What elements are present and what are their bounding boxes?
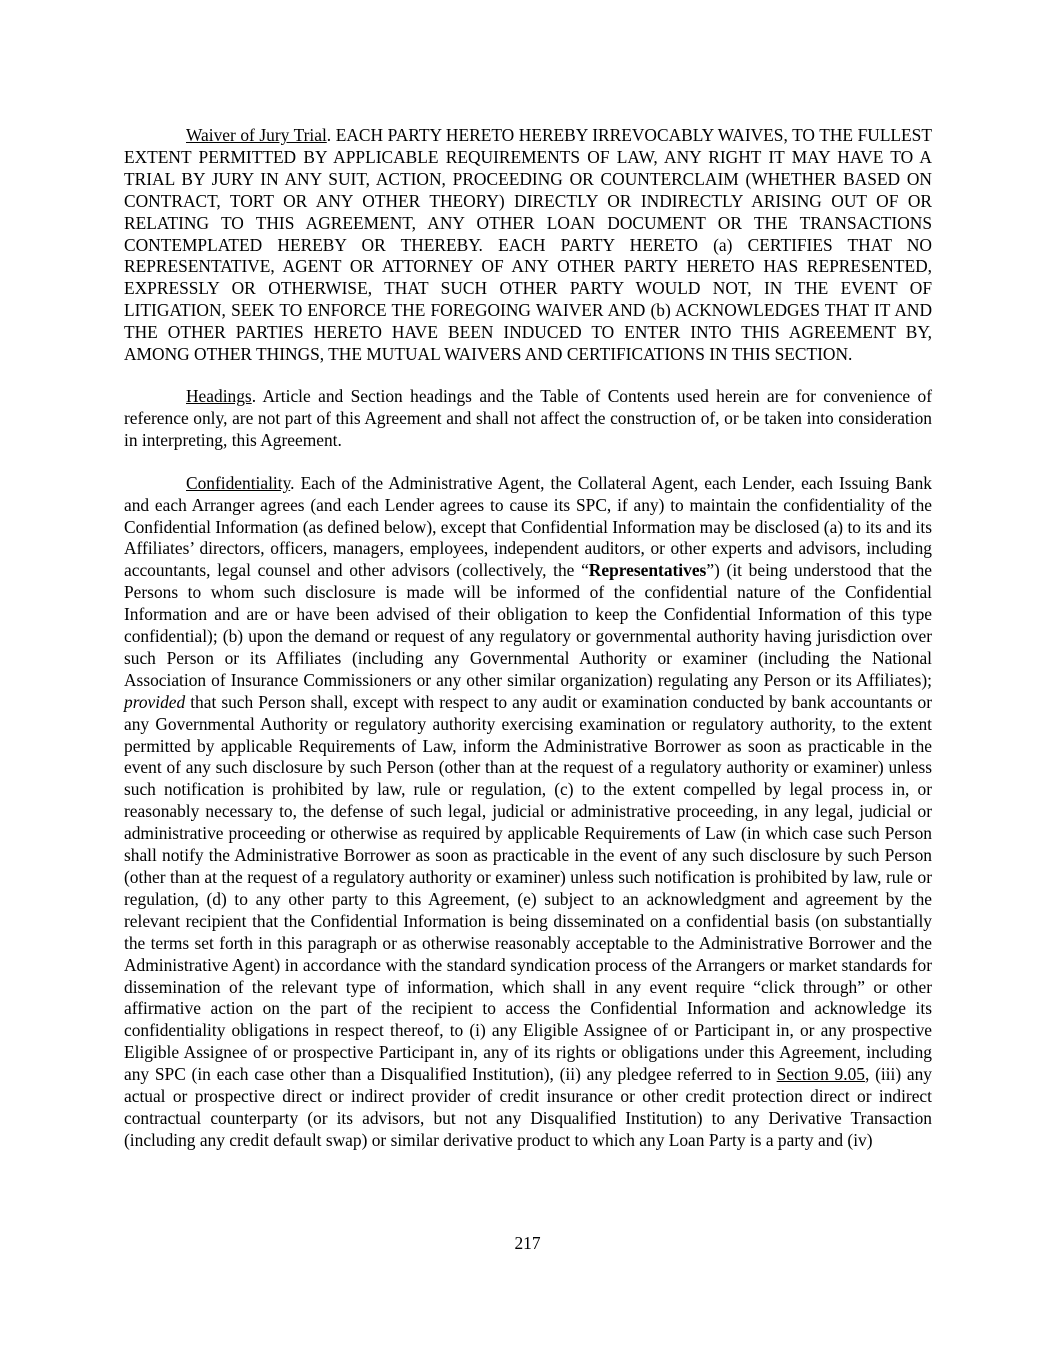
waiver-heading-separator: . (326, 125, 336, 145)
document-page (124, 125, 932, 1172)
confidentiality-text-part-2: ”) (it being understood that the Persons to whom such disclosure is made will be informed of the confidential nature of the Confidential Information and are or have been advised of their obligation to keep the Confidential Information of this type confidential); (b) upon the demand or request of any regulatory or governmental authority having jurisdiction over such Person or its Affiliates (including any Governmental Authority or examiner (including the National Association of Insurance Commissioners or any other similar organization) regulating any Person or its Affiliates); (124, 560, 932, 690)
headings-paragraph (124, 386, 932, 452)
confidentiality-text-part-1: Each of the Administrative Agent, the Collateral Agent, each Lender, each Issuing Bank and each Arranger agrees (and each Lender agrees to cause its SPC, if any) to maintain the confidentiality of the Confidential Information (as defined below), except that Confidential Information may be disclosed (a) to its and its Affiliates’ directors, officers, managers, employees, independent auditors, or other experts and advisors, including accountants, legal counsel and other advisors (collectively, the “ (124, 472, 932, 581)
section-reference: Section 9.05 (776, 1064, 865, 1085)
defined-term-representatives: Representatives (588, 560, 707, 581)
confidentiality-heading: Confidentiality (186, 472, 291, 493)
headings-heading: Headings (186, 386, 252, 407)
waiver-text: EACH PARTY HERETO HEREBY IRREVOCABLY WAIVES, TO THE FULLEST EXTENT PERMITTED BY APPLICABLE REQUIREMENTS OF LAW, ANY RIGHT IT MAY HAVE TO A TRIAL BY JURY IN ANY SUIT, ACTION, PROCEEDING OR COUNTERCLAIM (WHETHER BASED ON CONTRACT, TORT OR ANY OTHER THEORY) DIRECTLY OR INDIRECTLY ARISING OUT OF OR RELATING TO THIS AGREEMENT, ANY OTHER LOAN DOCUMENT OR THE TRANSACTIONS CONTEMPLATED HEREBY OR THEREBY. EACH PARTY HERETO (a) CERTIFIES THAT NO REPRESENTATIVE, AGENT OR ATTORNEY OF ANY OTHER PARTY HERETO HAS REPRESENTED, EXPRESSLY OR OTHERWISE, THAT SUCH OTHER PARTY WOULD NOT, IN THE EVENT OF LITIGATION, SEEK TO ENFORCE THE FOREGOING WAIVER AND (b) ACKNOWLEDGES THAT IT AND THE OTHER PARTIES HERETO HAVE BEEN INDUCED TO ENTER INTO THIS AGREEMENT BY, AMONG OTHER THINGS, THE MUTUAL WAIVERS AND CERTIFICATIONS IN THIS SECTION. (124, 125, 932, 365)
confidentiality-text-part-3: that such Person shall, except with respect to any audit or examination conducted by bank accountants or any Governmental Authority or regulatory authority exercising examination or regulatory authority, to the extent permitted by applicable Requirements of Law, inform the Administrative Borrower as soon as practicable in the event of any such disclosure by such Person (other than at the request of a regulatory authority or examiner) unless such notification is prohibited by law, rule or regulation, (c) to the extent compelled by legal process in, or reasonably necessary to, the defense of such legal, judicial or administrative proceeding, in any legal, judicial or administrative proceeding or otherwise as required by applicable Requirements of Law (in which case such Person shall notify the Administrative Borrower as soon as practicable in the event of any such disclosure by such Person (other than at the request of a regulatory authority or examiner) unless such notification is prohibited by law, rule or regulation, (d) to any other party to this Agreement, (e) subject to an acknowledgment and agreement by the relevant recipient that the Confidential Information is being disseminated on a confidential basis (on substantially the terms set forth in this paragraph or as otherwise reasonably acceptable to the Administrative Borrower and the Administrative Agent) in accordance with the standard syndication process of the Arrangers or market standards for dissemination of the relevant type of information, which shall in any event require “click through” or other affirmative action on the part of the recipient to access the Confidential Information and acknowledge its confidentiality obligations in respect thereof, to (i) any Eligible Assignee of or Participant in, or any prospective Eligible Assignee of or prospective Participant in, any of its rights or obligations under this Agreement, including any SPC (in each case other than a Disqualified Institution), (ii) any pledgee referred to in (124, 691, 932, 1085)
page-number: 217 (514, 1233, 541, 1253)
proviso-term: provided (124, 691, 186, 712)
confidentiality-text-part-4: , (iii) any actual or prospective direct or indirect provider of credit insurance or other credit protection direct or indirect contractual counterparty (or its advisors, but not any Disqualified Institution) to any Derivative Transaction (including any credit default swap) or similar derivative product to which any Loan Party is a party and (iv) (124, 1064, 932, 1150)
confidentiality-paragraph (124, 473, 932, 1152)
waiver-of-jury-trial-paragraph (124, 125, 932, 366)
headings-heading-separator: . (251, 386, 263, 407)
waiver-heading: Waiver of Jury Trial (186, 125, 327, 145)
confidentiality-heading-separator: . (290, 472, 301, 493)
headings-text: Article and Section headings and the Table of Contents used herein are for convenience of reference only, are not part of this Agreement and shall not affect the construction of, or be taken into consideration in interpreting, this Agreement. (124, 386, 932, 451)
